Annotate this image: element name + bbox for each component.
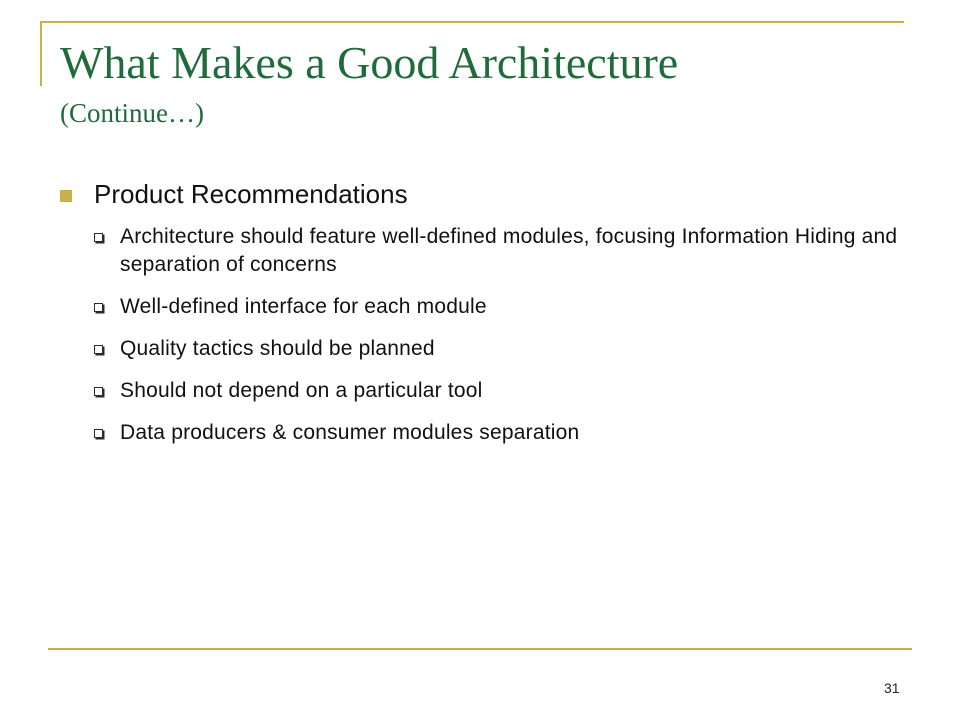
hollow-square-bullet-icon <box>94 303 103 312</box>
hollow-square-bullet-icon <box>94 233 103 242</box>
square-bullet-icon <box>60 190 72 202</box>
sub-bullet-item <box>94 377 910 405</box>
sub-bullet-item <box>94 419 910 447</box>
sub-bullet-text: Data producers & consumer modules separation <box>120 421 580 444</box>
sub-bullet-text: Should not depend on a particular tool <box>120 379 483 402</box>
sub-bullet-item <box>94 293 910 321</box>
bullet-level1-label: Product Recommendations <box>94 179 408 209</box>
sub-bullet-text: Quality tactics should be planned <box>120 337 435 360</box>
sub-bullet-text: Well-defined interface for each module <box>120 295 487 318</box>
left-rule <box>40 21 42 86</box>
sub-bullet-text: Architecture should feature well-defined modules, focusing Information Hiding and separation of concerns <box>120 225 898 276</box>
hollow-square-bullet-icon <box>94 345 103 354</box>
title-main: What Makes a Good Architecture <box>60 37 679 88</box>
page-number: 31 <box>884 680 900 696</box>
title-subtitle: (Continue…) <box>60 97 204 128</box>
top-rule <box>40 21 904 23</box>
bullet-level1 <box>60 175 910 213</box>
hollow-square-bullet-icon <box>94 429 103 438</box>
sub-bullet-item <box>94 223 910 279</box>
sub-bullet-list <box>60 223 910 447</box>
slide-title <box>60 38 678 128</box>
slide-content <box>60 175 910 461</box>
hollow-square-bullet-icon <box>94 387 103 396</box>
sub-bullet-item <box>94 335 910 363</box>
bottom-rule <box>48 648 912 650</box>
